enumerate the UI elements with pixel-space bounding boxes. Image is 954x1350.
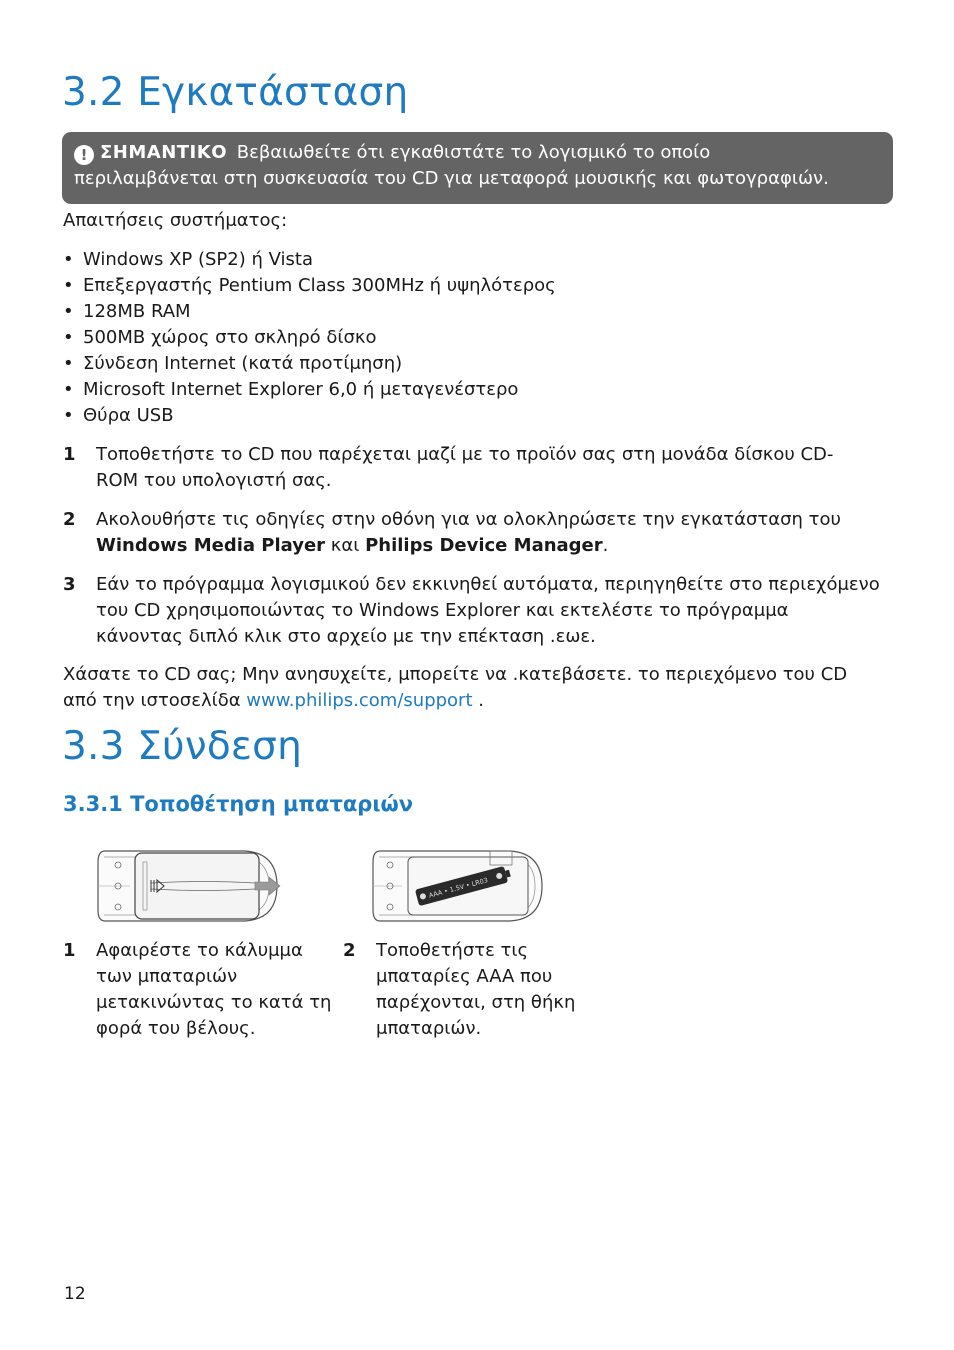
requirements-title: Απαιτήσεις συστήματος: xyxy=(63,210,288,231)
important-note xyxy=(62,132,893,204)
step-number: 3 xyxy=(63,574,76,595)
battery-step-1: 1 Αφαιρέστε το κάλυμμα των μπαταριών μετακινώντας το κατά τη φορά του βέλους. xyxy=(63,940,332,1039)
important-text-line2: περιλαμβάνεται στη συσκευασία του CD για μεταφορά μουσικής και φωτογραφιών. xyxy=(74,168,829,189)
page-number: 12 xyxy=(64,1284,86,1304)
philips-device-manager-name: Philips Device Manager xyxy=(365,535,603,556)
important-text-line1: Βεβαιωθείτε ότι εγκαθιστάτε το λογισμικό το οποίο xyxy=(236,142,711,163)
list-item: • Σύνδεση Internet (κατά προτίμηση) xyxy=(63,353,403,374)
step-number: 1 xyxy=(63,444,76,465)
lost-cd-paragraph: Χάσατε το CD σας; Μην ανησυχείτε, μπορείτε να .κατεβάσετε. το περιεχόμενο του CD από την ιστοσελίδα www.philips.com/support . xyxy=(63,664,848,711)
philips-support-link[interactable]: www.philips.com/support xyxy=(246,690,473,711)
list-item: • Επεξεργαστής Pentium Class 300MHz ή υψηλότερος xyxy=(63,275,556,296)
section-title-installation: 3.2 Εγκατάσταση xyxy=(62,70,409,115)
subsection-title-batteries: 3.3.1 Τοποθέτηση μπαταριών xyxy=(63,792,414,816)
list-item: • 500MB χώρος στο σκληρό δίσκο xyxy=(63,327,377,348)
install-step-2: 2 Ακολουθήστε τις οδηγίες στην οθόνη για να ολοκληρώσετε την εγκατάσταση του Windows Media Player και Philips Device Manager. xyxy=(63,509,841,556)
important-label: ΣΗΜΑΝΤΙΚΟ xyxy=(100,142,227,163)
exclamation-icon: ! xyxy=(74,145,94,165)
figure-insert-battery xyxy=(370,848,548,924)
install-step-1: 1 Τοποθετήστε το CD που παρέχεται μαζί με το προϊόν σας στη μονάδα δίσκου CD- ROM του υπολογιστή σας. xyxy=(63,444,834,491)
step-number: 2 xyxy=(343,940,356,961)
battery-label: AAA • 1.5V • LR03 xyxy=(427,876,489,900)
list-item: • Microsoft Internet Explorer 6,0 ή μεταγενέστερο xyxy=(63,379,519,400)
step-number: 1 xyxy=(63,940,76,961)
figure-remove-cover xyxy=(95,848,285,924)
list-item: • 128MB RAM xyxy=(63,301,191,322)
section-title-connection: 3.3 Σύνδεση xyxy=(62,724,302,769)
list-item: • Θύρα USB xyxy=(63,405,174,426)
install-step-3: 3 Εάν το πρόγραμμα λογισμικού δεν εκκινηθεί αυτόματα, περιηγηθείτε στο περιεχόμενο του CD χρησιμοποιώντας το Windows Explorer και εκτελέστε το πρόγραμμα κάνοντας διπλό κλικ στο αρχείο με την επέκταση .εωε. xyxy=(63,574,880,647)
list-item: • Windows XP (SP2) ή Vista xyxy=(63,249,313,270)
windows-media-player-name: Windows Media Player xyxy=(96,535,326,556)
requirements-list xyxy=(63,247,556,429)
battery-step-2: 2 Τοποθετήστε τις μπαταρίες AAA που παρέχονται, στη θήκη μπαταριών. xyxy=(343,940,576,1039)
step-number: 2 xyxy=(63,509,76,530)
